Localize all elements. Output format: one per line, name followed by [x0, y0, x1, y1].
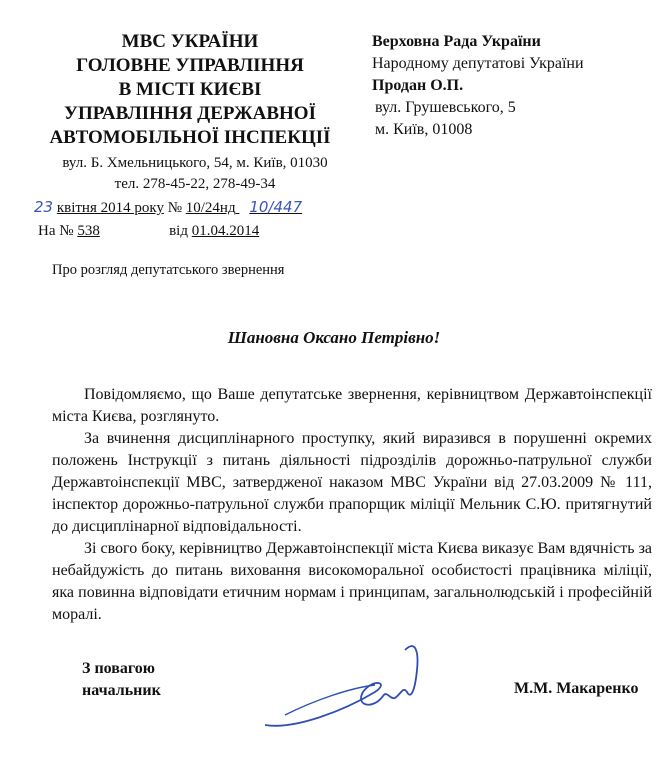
recipient-line: Народному депутатові України	[372, 55, 584, 72]
signer-name: М.М. Макаренко	[514, 680, 639, 697]
sender-address: вул. Б. Хмельницького, 54, м. Київ, 01030	[62, 155, 328, 171]
incoming-ref-line	[38, 223, 312, 240]
handwritten-number: 10/447	[249, 198, 303, 216]
outgoing-number: 10/24нд	[185, 200, 236, 216]
handwritten-signature	[255, 630, 435, 740]
paragraph: За вчинення дисциплінарного проступку, який виразився в порушенні окремих положень Інструкції з питань діяльності підрозділів дорожньо-патрульної служби Державтоінспекції МВС, затвердженої наказом МВС України від 27.03.2009 № 111, інспектор дорожньо-патрульної служби прапорщик міліції Мельник С.Ю. притягнутий до дисциплінарної відповідальності.	[52, 430, 652, 535]
subject: Про розгляд депутатського звернення	[52, 262, 285, 278]
letter-body	[52, 384, 652, 626]
sender-phone: тел. 278-45-22, 278-49-34	[114, 176, 276, 192]
sender-line: ГОЛОВНЕ УПРАВЛІННЯ	[76, 55, 304, 76]
incoming-label: На №	[38, 223, 74, 239]
recipient-line: вул. Грушевського, 5	[375, 99, 516, 116]
recipient-line: Верховна Рада України	[372, 33, 541, 50]
incoming-date: 01.04.2014	[191, 223, 260, 239]
outgoing-date-line	[34, 198, 336, 217]
salutation: Шановна Оксано Петрівно!	[227, 328, 441, 347]
sender-line: В МІСТІ КИЄВІ	[118, 79, 262, 100]
paragraph: Зі свого боку, керівництво Державтоінспекції міста Києва виказує Вам вдячність за небайдужість до питань виховання високоморальної особистості працівника міліції, яка повинна відповідати етичним нормам і принципам, загальнолюдській і професійній моралі.	[52, 540, 652, 623]
recipient-line: м. Київ, 01008	[375, 121, 473, 138]
outgoing-date: квітня 2014 року	[56, 200, 164, 216]
incoming-number: 538	[77, 223, 100, 239]
recipient-name: Продан О.П.	[372, 77, 464, 94]
from-label: від	[169, 223, 188, 239]
handwritten-day: 23	[34, 198, 54, 216]
outgoing-number-field	[186, 198, 336, 217]
sender-line: УПРАВЛІННЯ ДЕРЖАВНОЇ	[64, 103, 316, 124]
sender-line: АВТОМОБІЛЬНОЇ ІНСПЕКЦІЇ	[49, 127, 331, 148]
signer-title: начальник	[82, 682, 161, 699]
paragraph: Повідомляємо, що Ваше депутатське звернення, керівництвом Державтоінспекції міста Києва, розглянуто.	[52, 386, 652, 425]
sender-header	[20, 30, 360, 150]
sender-line: МВС УКРАЇНИ	[121, 31, 259, 52]
recipient-block	[372, 31, 584, 141]
sender-contacts	[30, 153, 360, 195]
number-label: №	[167, 200, 183, 216]
closing-line: З повагою	[82, 660, 155, 677]
closing	[82, 658, 161, 702]
